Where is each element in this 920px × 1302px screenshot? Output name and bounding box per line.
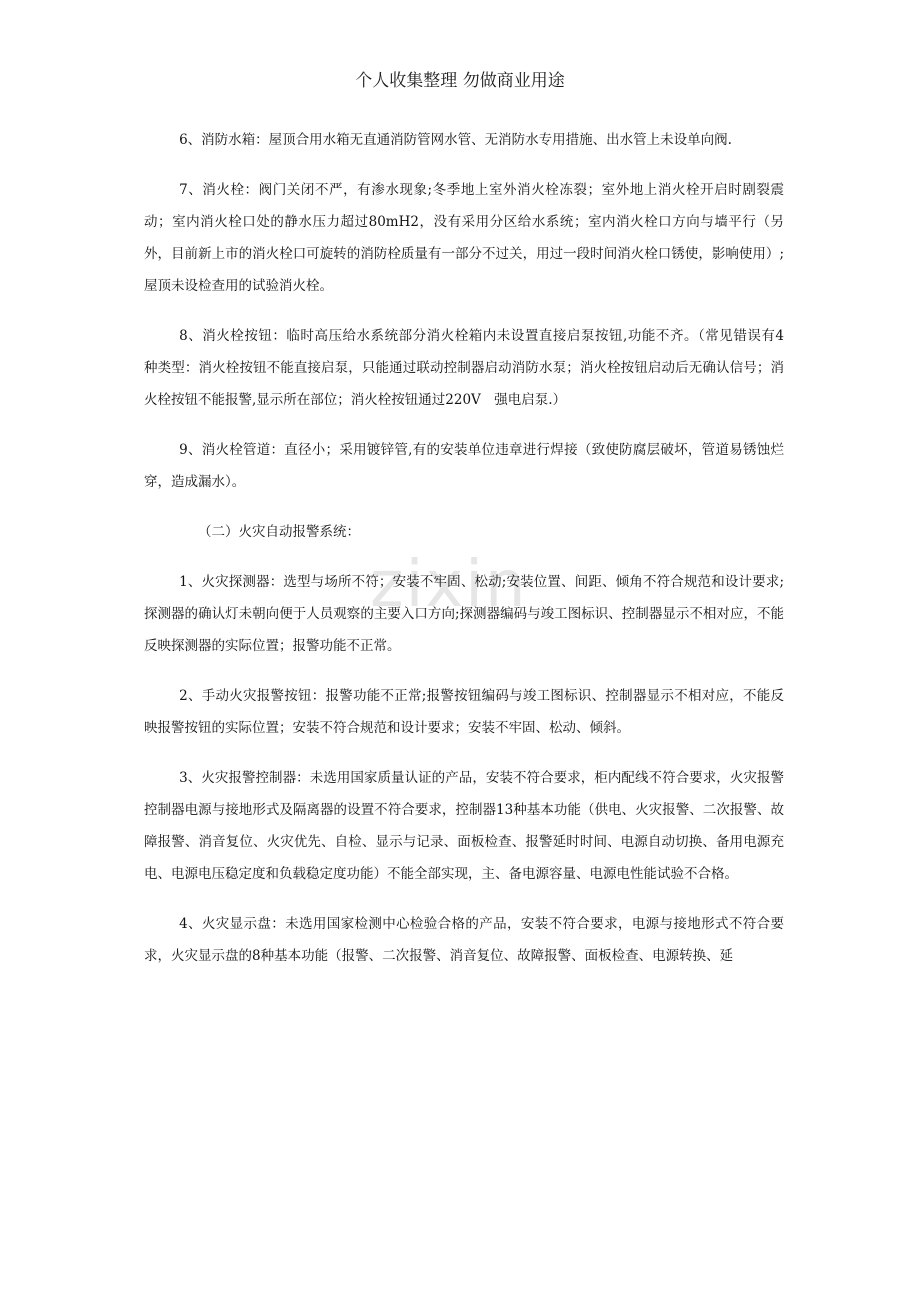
- paragraph-item-3: 3、火灾报警控制器：未选用国家质量认证的产品，安装不符合要求，柜内配线不符合要求，火灾报警控制器电源与接地形式及隔离器的设置不符合要求，控制器13种基本功能（供电、火灾报警、二次报警、故障报警、消音复位、火灾优先、自检、显示与记录、面板检查、报警延时时间、电源自动切换、备用电源充电、电源电压稳定度和负载稳定度功能）不能全部实现，主、备电源容量、电源电性能试验不合格。: [144, 770, 784, 882]
- paragraph-item-2: 2、手动火灾报警按钮：报警功能不正常;报警按钮编码与竣工图标识、控制器显示不相对应，不能反映报警按钮的实际位置；安装不符合规范和设计要求；安装不牢固、松动、倾斜。: [144, 688, 784, 736]
- paragraph-item-6: 6、消防水箱：屋顶合用水箱无直通消防管网水管、无消防水专用措施、出水管上未设单向阀.: [179, 132, 732, 148]
- page-header: 个人收集整理 勿做商业用途: [355, 71, 565, 91]
- watermark: zixin: [370, 548, 528, 622]
- section-heading-fire-alarm: （二）火灾自动报警系统：: [198, 524, 360, 540]
- paragraph-item-4: 4、火灾显示盘：未选用国家检测中心检验合格的产品，安装不符合要求，电源与接地形式不符合要求，火灾显示盘的8种基本功能（报警、二次报警、消音复位、故障报警、面板检查、电源转换、延: [144, 916, 784, 964]
- paragraph-item-1: 1、火灾探测器：选型与场所不符；安装不牢固、松动;安装位置、间距、倾角不符合规范和设计要求;探测器的确认灯未朝向便于人员观察的主要入口方向;探测器编码与竣工图标识、控制器显示不相对应，不能反映探测器的实际位置；报警功能不正常。: [144, 574, 784, 654]
- paragraph-item-7: 7、消火栓：阀门关闭不严，有渗水现象;冬季地上室外消火栓冻裂；室外地上消火栓开启时剧裂震动；室内消火栓口处的静水压力超过80mH2，没有采用分区给水系统；室内消火栓口方向与墙平行（另外，目前新上市的消火栓口可旋转的消防栓质量有一部分不过关，用过一段时间消火栓口锈使，影响使用）;屋顶未设检查用的试验消火栓。: [144, 182, 784, 294]
- paragraph-item-9: 9、消火栓管道：直径小；采用镀锌管,有的安装单位违章进行焊接（致使防腐层破坏，管道易锈蚀烂穿，造成漏水）。: [144, 442, 784, 490]
- document-body: [144, 124, 798, 990]
- paragraph-item-8: 8、消火栓按钮：临时高压给水系统部分消火栓箱内未设置直接启泵按钮,功能不齐。（常见错误有4 种类型：消火栓按钮不能直接启泵，只能通过联动控制器启动消防水泵；消火栓按钮启动后无确认信号；消火栓按钮不能报警,显示所在部位；消火栓按钮通过220V 强电启泵.）: [144, 328, 798, 408]
